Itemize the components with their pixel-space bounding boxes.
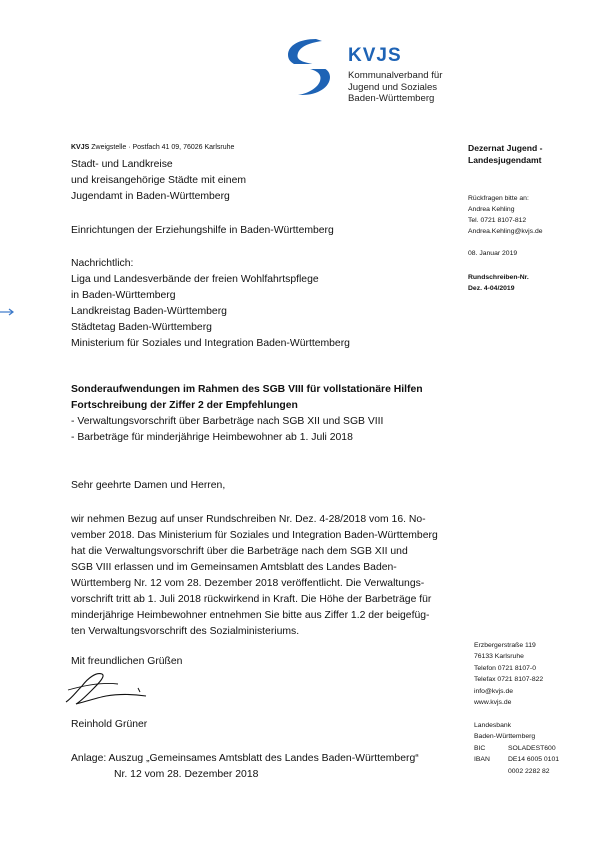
recipient-line: Stadt- und Landkreise	[71, 159, 173, 170]
contact-line: Andrea Kehling	[468, 206, 515, 213]
logo-subtitle-line: Jugend und Soziales	[348, 81, 438, 93]
bank-name: Baden-Württemberg	[474, 733, 536, 741]
address-line: 76133 Karlsruhe	[474, 653, 524, 661]
recipient-line: Nachrichtlich:	[71, 258, 134, 269]
body-line: ten Verwaltungsvorschrift des Sozialministeriums.	[71, 626, 300, 637]
logo-subtitle-line: Baden-Württemberg	[348, 93, 435, 104]
sender-address: Zweigstelle · Postfach 41 09, 76026 Karlsruhe	[89, 144, 235, 151]
letter-date: 08. Januar 2019	[468, 250, 518, 257]
recipient-line: in Baden-Württemberg	[71, 290, 176, 301]
iban-label: IBAN	[474, 756, 490, 764]
iban-row-cont	[474, 766, 559, 777]
contact-line: Rückfragen bitte an:	[468, 195, 529, 202]
logo-subtitle	[348, 70, 442, 105]
recipient-line: Jugendamt in Baden-Württemberg	[71, 191, 230, 202]
circular-number	[468, 272, 529, 294]
subject-title: Fortschreibung der Ziffer 2 der Empfehlungen	[71, 400, 298, 411]
signer-name: Reinhold Grüner	[71, 719, 148, 730]
body-line: SGB VIII erlassen und im Gemeinsamen Amtsblatt des Landes Baden-	[71, 562, 397, 573]
body-line: hat die Verwaltungsvorschrift über die Barbeträge nach dem SGB XII und	[71, 546, 408, 557]
department-line: Landesjugendamt	[468, 155, 542, 165]
department-name	[468, 142, 543, 166]
bank-details	[474, 720, 559, 777]
recipient-line: Einrichtungen der Erziehungshilfe in Baden-Württemberg	[71, 225, 334, 236]
bic-label: BIC	[474, 744, 486, 752]
body-line: wir nehmen Bezug auf unser Rundschreiben Nr. Dez. 4-28/2018 vom 16. No-	[71, 514, 426, 525]
circular-value: Dez. 4-04/2019	[468, 285, 515, 292]
logo-wordmark: KVJS	[348, 45, 402, 66]
iban-value: DE14 6005 0101	[508, 756, 560, 764]
recipient-line: Liga und Landesverbände der freien Wohlfahrtspflege	[71, 274, 319, 285]
recipient-line: Städtetag Baden-Württemberg	[71, 322, 212, 333]
recipient-line: Landkreistag Baden-Württemberg	[71, 306, 227, 317]
recipient-line: und kreisangehörige Städte mit einem	[71, 175, 247, 186]
body-line: Württemberg Nr. 12 vom 28. Dezember 2018 veröffentlicht. Die Verwaltungs-	[71, 578, 425, 589]
attachment-note	[71, 751, 419, 783]
subject-item: - Verwaltungsvorschrift über Barbeträge nach SGB XII und SGB VIII	[71, 416, 384, 427]
letter-body	[71, 512, 463, 640]
bic-row	[474, 743, 559, 754]
department-line: Dezernat Jugend -	[468, 143, 543, 153]
recipient-block	[71, 157, 246, 205]
bic-value: SOLADEST600	[508, 744, 556, 752]
sender-org: KVJS	[71, 144, 90, 151]
address-website[interactable]: www.kvjs.de	[474, 699, 512, 707]
address-line: Telefax 0721 8107-822	[474, 676, 544, 684]
closing: Mit freundlichen Grüßen	[71, 656, 183, 667]
office-address	[474, 640, 543, 708]
address-email[interactable]: info@kvjs.de	[474, 687, 514, 695]
body-line: vember 2018. Das Ministerium für Soziales und Integration Baden-Württemberg	[71, 530, 438, 541]
attachment-line: Nr. 12 vom 28. Dezember 2018	[114, 769, 259, 780]
contact-line: Tel. 0721 8107-812	[468, 217, 527, 224]
iban-value-cont: 0002 2282 82	[508, 767, 550, 775]
cc-recipient-block	[71, 256, 350, 352]
recipient-line: Ministerium für Soziales und Integration Baden-Württemberg	[71, 338, 350, 349]
bank-name: Landesbank	[474, 722, 512, 729]
contact-email[interactable]: Andrea.Kehling@kvjs.de	[468, 228, 543, 235]
subject-block	[71, 382, 423, 446]
salutation: Sehr geehrte Damen und Herren,	[71, 480, 226, 491]
sender-line	[71, 144, 234, 151]
address-line: Erzbergerstraße 119	[474, 642, 536, 649]
subject-title: Sonderaufwendungen im Rahmen des SGB VIII für vollstationäre Hilfen	[71, 384, 423, 395]
kvjs-logo-icon	[276, 35, 340, 99]
attachment-line: Anlage: Auszug „Gemeinsames Amtsblatt des Landes Baden-Württemberg“	[71, 753, 419, 764]
body-line: vorschrift tritt ab 1. Juli 2018 rückwirkend in Kraft. Die Höhe der Barbeträge für	[71, 594, 432, 605]
logo-subtitle-line: Kommunalverband für	[348, 70, 443, 81]
handwritten-signature	[62, 668, 152, 708]
address-line: Telefon 0721 8107-0	[474, 664, 536, 672]
iban-spacer	[474, 766, 508, 777]
subject-item: - Barbeträge für minderjährige Heimbewohner ab 1. Juli 2018	[71, 432, 353, 443]
circular-label: Rundschreiben-Nr.	[468, 274, 529, 281]
recipient-block	[71, 223, 334, 239]
fold-mark-arrow-icon	[0, 307, 16, 317]
contact-info	[468, 193, 543, 237]
iban-row	[474, 754, 559, 765]
body-line: minderjährige Heimbewohner entnehmen Sie bitte aus Ziffer 1.2 der beigefüg-	[71, 610, 430, 621]
